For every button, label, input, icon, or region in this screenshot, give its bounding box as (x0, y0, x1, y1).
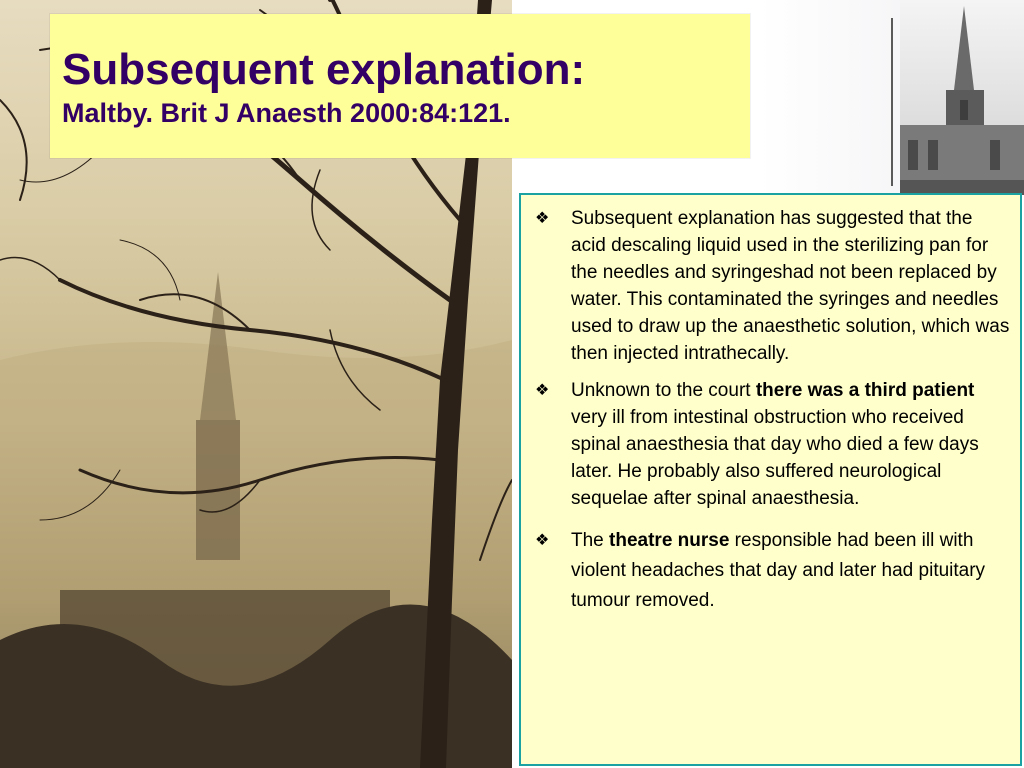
spire-scene (900, 0, 1024, 195)
bullet-text: Subsequent explanation has suggested that the acid descaling liquid used in the sterilizing pan for the needles and syringeshad not been replaced by water. This contaminated the syringes and needles used to draw up the anaesthetic solution, which was then injected intrathecally. (571, 208, 1010, 364)
diamond-fleuron-icon: ❖ (535, 210, 550, 227)
title-box (50, 14, 750, 158)
vertical-divider (891, 18, 893, 186)
church-spire-photo (900, 0, 1024, 195)
citation: Maltby. Brit J Anaesth 2000:84:121. (62, 98, 511, 128)
bullet-text-start: The (571, 530, 610, 551)
bullet-text-end: very ill from intestinal obstruction who received spinal anaesthesia that day who died a few days later. He probably also suffered neurological sequelae after spinal anaesthesia. (571, 407, 979, 509)
bullet-text-end: responsible had been ill with violent headaches that day and later had pituitary tumour removed. (571, 530, 986, 611)
slide-title: Subsequent explanation: (62, 45, 586, 94)
content-box (519, 193, 1022, 766)
diamond-fleuron-icon: ❖ (535, 382, 550, 399)
bullet-text (571, 377, 1012, 512)
diamond-fleuron-icon: ❖ (535, 532, 550, 549)
bullet-item (535, 526, 1012, 616)
bullet-text (571, 526, 1012, 616)
bullet-item (535, 205, 1012, 367)
bullet-item (535, 377, 1012, 512)
bullet-text-start: Unknown to the court (571, 380, 756, 401)
bullet-text-bold: theatre nurse (609, 530, 730, 551)
bullet-text-bold: there was a third patient (755, 380, 975, 401)
